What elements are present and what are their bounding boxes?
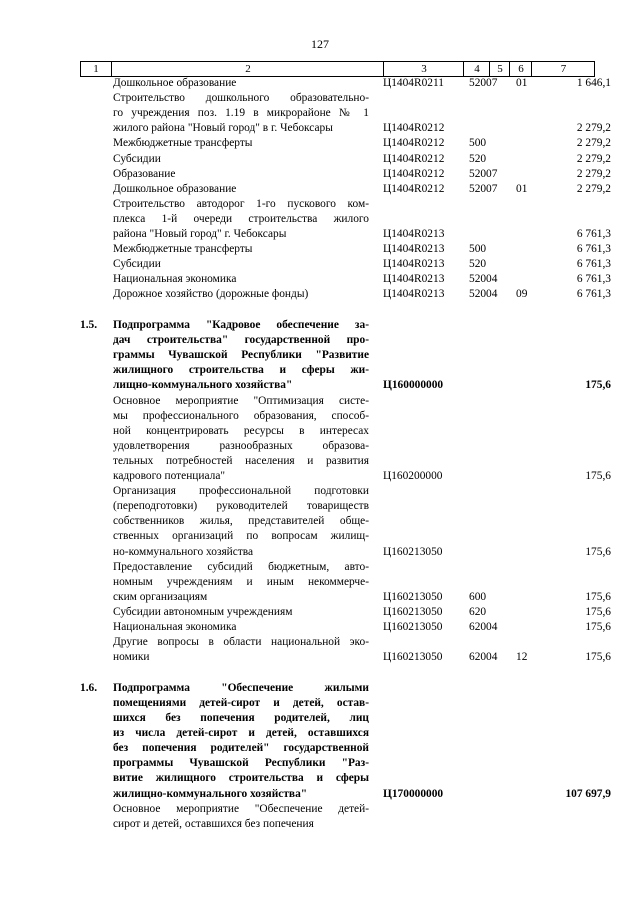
amount: 6 761,3 (576, 273, 611, 286)
amount: 6 761,3 (576, 243, 611, 256)
amount: 2 279,2 (576, 152, 611, 165)
target-code: Ц160213050 (383, 545, 443, 558)
amount: 175,6 (585, 621, 611, 633)
row-name-line: жилищного строительства и сферы жи- (113, 364, 369, 377)
target-code: Ц1404R0213 (383, 243, 445, 256)
subsection-code: 01 (516, 77, 528, 89)
amount: 2 279,2 (576, 122, 611, 135)
amount: 6 761,3 (576, 288, 611, 301)
row-name-line: Подпрограмма "Обеспечение жилыми (113, 681, 369, 694)
amount: 175,6 (585, 605, 611, 618)
row-name-line: но-коммунального хозяйства (113, 545, 254, 558)
row-name-line: мы профессионального образования, способ- (113, 409, 369, 422)
target-code: Ц1404R0213 (383, 258, 445, 271)
row-name-line: Межбюджетные трансферты (113, 137, 253, 150)
target-code: Ц1404R0213 (383, 273, 445, 286)
target-code: Ц1404R0211 (383, 77, 444, 89)
row-name-line: Дорожное хозяйство (дорожные фонды) (113, 288, 309, 301)
row-name-line: граммы Чувашской Республики "Развитие (113, 349, 369, 362)
expense-type-code: 500 (469, 137, 487, 150)
target-code: Ц160213050 (383, 590, 443, 603)
amount: 175,6 (585, 545, 611, 558)
header-col-2: 2 (111, 62, 384, 76)
row-name-line: дач строительства" государственной про- (113, 334, 369, 347)
expense-type-code: 620 (469, 605, 487, 618)
expense-type-code: 620 (469, 621, 487, 633)
section-code: 04 (486, 651, 498, 664)
amount: 175,6 (585, 470, 611, 482)
row-name-line: помещениями детей-сирот и детей, остав- (113, 696, 369, 709)
amount: 2 279,2 (576, 137, 611, 150)
amount: 6 761,3 (576, 228, 611, 240)
row-name-line: из числа детей-сирот и детей, оставшихся (113, 727, 369, 740)
row-name-line: шихся без попечения родителей, лиц (113, 712, 369, 724)
row-name-line: плекса 1-й очереди строительства жилого (113, 212, 369, 225)
header-col-5: 5 (489, 62, 510, 76)
expense-type-code: 520 (469, 77, 487, 89)
amount: 107 697,9 (565, 787, 611, 800)
section-number: 1.6. (80, 681, 98, 694)
expense-type-code: 500 (469, 243, 487, 256)
row-name-line: ной концентрировать ресурсы в интересах (113, 424, 369, 437)
row-name-line: Дошкольное образование (113, 77, 237, 89)
header-col-6: 6 (509, 62, 532, 76)
row-name-line: Основное мероприятие "Обеспечение детей- (113, 802, 369, 815)
amount: 6 761,3 (576, 258, 611, 271)
header-col-1: 1 (93, 63, 99, 75)
target-code: Ц160213050 (383, 605, 443, 618)
expense-type-code: 520 (469, 167, 487, 180)
target-code: Ц1404R0213 (383, 288, 445, 301)
row-name-line: Дошкольное образование (113, 182, 237, 195)
row-name-line: Основное мероприятие "Оптимизация систе- (113, 394, 369, 407)
row-name-line: Организация профессиональной подготовки (113, 485, 369, 498)
row-name-line: программы Чувашской Республики "Раз- (113, 757, 369, 770)
target-code: Ц1404R0212 (383, 167, 445, 180)
target-code: Ц160000000 (383, 379, 444, 392)
row-name-line: района "Новый город" г. Чебоксары (113, 228, 287, 240)
amount: 175,6 (585, 590, 611, 603)
row-name-line: сирот и детей, оставшихся без попечения (113, 817, 314, 830)
row-name-line: номики (113, 651, 150, 664)
row-name-line: Подпрограмма "Кадровое обеспечение за- (113, 319, 369, 331)
page-number: 127 (311, 37, 329, 51)
row-name-line: Строительство дошкольного образовательно- (113, 92, 369, 105)
target-code: Ц1404R0212 (383, 152, 445, 165)
header-col-4: 4 (463, 62, 490, 76)
row-name-line: Строительство автодорог 1-го пускового ком- (113, 197, 369, 210)
row-name-line: жилищно-коммунального хозяйства" (113, 787, 308, 800)
amount: 2 279,2 (576, 167, 611, 180)
expense-type-code: 600 (469, 590, 487, 603)
row-name-line: го учреждения поз. 1.19 в микрорайоне № 1 (113, 107, 369, 120)
row-name-line: тельных потребностей населения и развития (113, 454, 369, 467)
subsection-code: 12 (516, 651, 528, 664)
amount: 1 646,1 (576, 77, 611, 89)
target-code: Ц160213050 (383, 621, 443, 633)
row-name-line: Субсидии (113, 152, 161, 165)
target-code: Ц160213050 (383, 651, 443, 664)
amount: 2 279,2 (576, 182, 611, 195)
target-code: Ц1404R0212 (383, 182, 445, 195)
row-name-line: кадрового потенциала" (113, 470, 226, 482)
row-name-line: Субсидии (113, 258, 161, 271)
target-code: Ц170000000 (383, 787, 444, 800)
target-code: Ц160200000 (383, 470, 443, 482)
expense-type-code: 520 (469, 288, 487, 301)
amount: 175,6 (585, 651, 611, 664)
row-name-line: Другие вопросы в области национальной эко- (113, 636, 369, 649)
section-code: 07 (486, 182, 498, 195)
row-name-line: Субсидии автономным учреждениям (113, 605, 293, 618)
header-col-3: 3 (383, 62, 464, 76)
row-name-line: лищно-коммунального хозяйства" (113, 379, 293, 392)
row-name-line: без попечения родителей" государственной (113, 742, 369, 755)
amount: 175,6 (585, 379, 611, 392)
expense-type-code: 520 (469, 273, 487, 286)
subsection-code: 09 (516, 288, 528, 301)
subsection-code: 01 (516, 182, 528, 195)
target-code: Ц1404R0213 (383, 228, 445, 240)
row-name-line: Межбюджетные трансферты (113, 243, 253, 256)
row-name-line: жилого района "Новый город" в г. Чебоксары (113, 122, 333, 135)
section-code: 07 (486, 77, 498, 89)
section-code: 04 (486, 273, 498, 286)
row-name-line: удовлетворения разнообразных образова- (113, 439, 369, 452)
row-name-line: Образование (113, 167, 176, 180)
row-name-line: номным учреждениям и иным некоммерче- (113, 575, 369, 588)
row-name-line: витие жилищного строительства и сферы (113, 772, 369, 785)
row-name-line: Национальная экономика (113, 273, 237, 286)
section-code: 04 (486, 288, 498, 301)
expense-type-code: 520 (469, 152, 487, 165)
header-col-7: 7 (531, 62, 595, 76)
section-code: 04 (486, 621, 498, 633)
row-name-line: Национальная экономика (113, 621, 237, 633)
expense-type-code: 520 (469, 258, 487, 271)
expense-type-code: 520 (469, 182, 487, 195)
row-name-line: (переподготовки) руководителей товариществ (113, 500, 369, 513)
row-name-line: Предоставление субсидий бюджетным, авто- (113, 560, 369, 573)
row-name-line: собственников жилья, представителей обще- (113, 515, 369, 528)
row-name-line: ственных организаций по вопросам жилищ- (113, 530, 369, 543)
expense-type-code: 620 (469, 651, 487, 664)
section-code: 07 (486, 167, 498, 180)
target-code: Ц1404R0212 (383, 137, 445, 150)
row-name-line: ским организациям (113, 590, 208, 603)
target-code: Ц1404R0212 (383, 122, 445, 135)
section-number: 1.5. (80, 319, 98, 331)
